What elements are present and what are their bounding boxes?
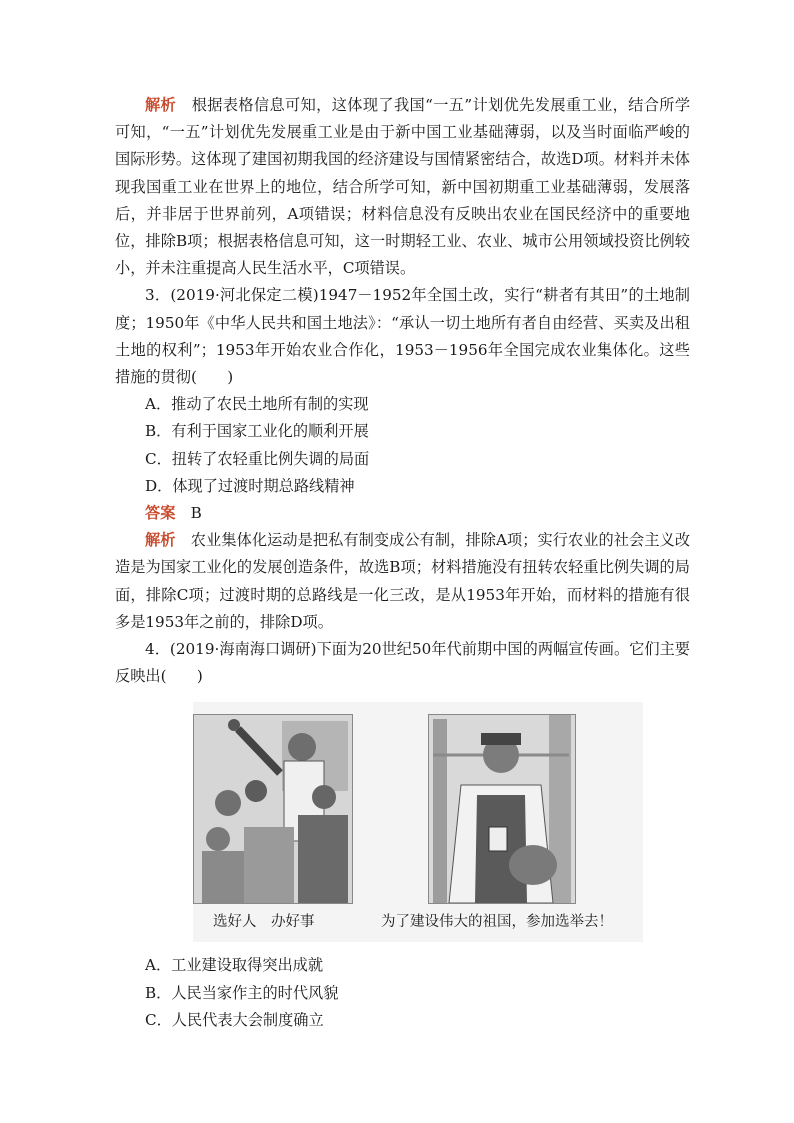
analysis-text: 农业集体化运动是把私有制变成公有制，排除A项；实行农业的社会主义改造是为国家工业化的发展创造条件，故选B项；材料措施没有扭转农轻重比例失调的局面，排除C项；过渡时期的总路线是一化三改，是从1953年开始，而材料的措施有很多是1953年之前的，排除D项。	[115, 531, 691, 631]
question-3-option-c: C．扭转了农轻重比例失调的局面	[145, 449, 370, 468]
answer-value: B	[190, 504, 202, 523]
answer-label: 答案	[145, 504, 176, 523]
poster-figure	[193, 702, 643, 942]
question-3-stem: 3．(2019·河北保定二模)1947－1952年全国土改，实行“耕者有其田”的土地制度；1950年《中华人民共和国土地法》：“承认一切土地所有者自由经营、买卖及出租土地的权利”；1953年开始农业合作化，1953－1956年全国完成农业集体化。这些措施的贯彻( )	[115, 286, 690, 387]
question-4-option-c: C．人民代表大会制度确立	[145, 1010, 324, 1029]
question-4-options	[115, 952, 690, 1034]
analysis-label: 解析	[145, 531, 176, 550]
document-page	[115, 92, 690, 1034]
poster-right-caption: 为了建设伟大的祖国，参加选举去！	[381, 914, 613, 931]
question-4-stem: 4．(2019·海南海口调研)下面为20世纪50年代前期中国的两幅宣传画。它们主要反映出( )	[115, 640, 690, 686]
poster-left-caption: 选好人 办好事	[213, 914, 315, 931]
question-3-option-d: D．体现了过渡时期总路线精神	[145, 476, 355, 495]
question-4-option-a: A．工业建设取得突出成就	[145, 956, 324, 975]
question-3-analysis	[115, 527, 690, 636]
question-4-option-b: B．人民当家作主的时代风貌	[145, 983, 339, 1002]
analysis-label: 解析	[145, 96, 177, 114]
poster-left-image	[193, 714, 353, 904]
poster-right-illustration	[429, 715, 575, 903]
poster-right-image	[428, 714, 576, 904]
poster-left-illustration	[194, 715, 352, 903]
question-3-answer	[115, 500, 690, 527]
analysis-paragraph-q2	[115, 92, 690, 282]
question-3-option-b: B．有利于国家工业化的顺利开展	[145, 422, 369, 441]
analysis-text: 根据表格信息可知，这体现了我国“一五”计划优先发展重工业，结合所学可知，“一五”计划优先发展重工业是由于新中国工业基础薄弱，以及当时面临严峻的国际形势。这体现了建国初期我国的经济建设与国情紧密结合，故选D项。材料并未体现我国重工业在世界上的地位，结合所学可知，新中国初期重工业基础薄弱，发展落后，并非居于世界前列，A项错误；材料信息没有反映出农业在国民经济中的重要地位，排除B项；根据表格信息可知，这一时期轻工业、农业、城市公用领域投资比例较小，并未注重提高人民生活水平，C项错误。	[115, 96, 691, 278]
question-3-option-a: A．推动了农民土地所有制的实现	[145, 395, 369, 414]
